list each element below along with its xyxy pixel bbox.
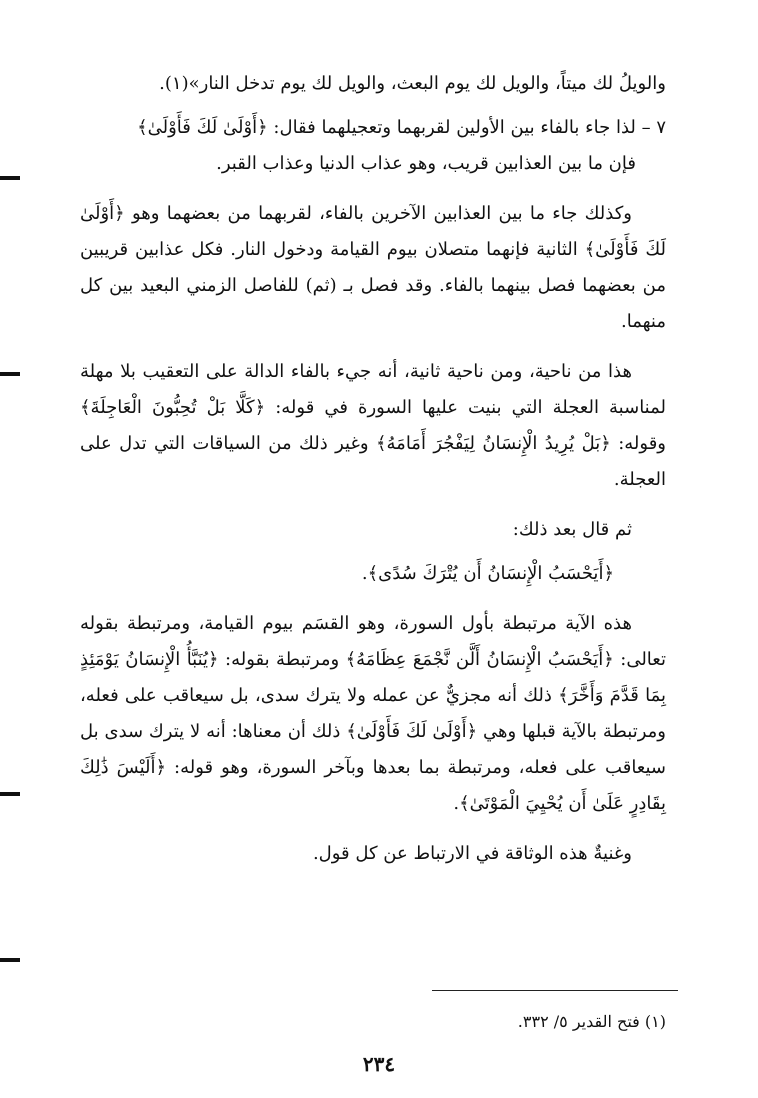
margin-mark bbox=[0, 176, 20, 180]
footnote-separator bbox=[432, 990, 678, 991]
margin-mark bbox=[0, 792, 20, 796]
page-number: ٢٣٤ bbox=[362, 1052, 396, 1076]
body-text bbox=[80, 66, 666, 872]
item-7-line-2: فإن ما بين العذابين قريب، وهو عذاب الدنيا وعذاب القبر. bbox=[216, 153, 636, 174]
numbered-item-7 bbox=[80, 110, 666, 182]
paragraph-4: هذا من ناحية، ومن ناحية ثانية، أنه جيء بالفاء الدالة على التعقيب بلا مهلة لمناسبة العجلة التي بنيت عليها السورة في قوله: ﴿كَلَّا بَلْ تُحِبُّونَ الْعَاجِلَةَ﴾ وقوله: ﴿بَلْ يُرِيدُ الْإِنسَانُ لِيَفْجُرَ أَمَامَهُ﴾ وغير ذلك من السياقات التي تدل على العجلة. bbox=[80, 361, 666, 490]
margin-mark bbox=[0, 958, 20, 962]
margin-mark bbox=[0, 372, 20, 376]
item-7-line-1: ٧ – لذا جاء بالفاء بين الأولين لقربهما وتعجيلهما فقال: ﴿أَوْلَىٰ لَكَ فَأَوْلَىٰ﴾ bbox=[137, 117, 666, 138]
footnote: (١) فتح القدير ٥/ ٣٣٢. bbox=[517, 1012, 666, 1031]
paragraph-3: وكذلك جاء ما بين العذابين الآخرين بالفاء، لقربهما من بعضهما وهو ﴿أَوْلَىٰ لَكَ فَأَوْلَىٰ﴾ الثانية فإنهما متصلان بيوم القيامة ودخول النار. فكل عذابين قريبين من بعضهما فصل بينهما بالفاء. وقد فصل بـ (ثم) للفاصل الزمني البعيد بين كل منهما. bbox=[80, 203, 666, 332]
paragraph-5: ثم قال بعد ذلك: bbox=[512, 519, 632, 540]
paragraph-6: هذه الآية مرتبطة بأول السورة، وهو القسَم بيوم القيامة، ومرتبطة بقوله تعالى: ﴿أَيَحْسَبُ الْإِنسَانُ أَلَّن نَّجْمَعَ عِظَامَهُ﴾ ومرتبطة بقوله: ﴿يُنَبَّأُ الْإِنسَانُ يَوْمَئِذٍ بِمَا قَدَّمَ وَأَخَّرَ﴾ ذلك أنه مجزيٌّ عن عمله ولا يترك سدى، بل سيعاقب على فعله، ومرتبطة بالآية قبلها وهي ﴿أَوْلَىٰ لَكَ فَأَوْلَىٰ﴾ ذلك أن معناها: أنه لا يترك سدى بل سيعاقب على فعله، ومرتبطة بما بعدها وبآخر السورة، وهو قوله: ﴿أَلَيْسَ ذَٰلِكَ بِقَادِرٍ عَلَىٰ أَن يُحْيِيَ الْمَوْتَىٰ﴾. bbox=[80, 613, 666, 814]
paragraph-7: وغنيةٌ هذه الوثاقة في الارتباط عن كل قول. bbox=[312, 843, 632, 864]
quran-verse: ﴿أَيَحْسَبُ الْإِنسَانُ أَن يُتْرَكَ سُدًى﴾. bbox=[361, 563, 614, 584]
paragraph-1: والويلُ لك ميتاً، والويل لك يوم البعث، والويل لك يوم تدخل النار»(١). bbox=[159, 73, 666, 94]
